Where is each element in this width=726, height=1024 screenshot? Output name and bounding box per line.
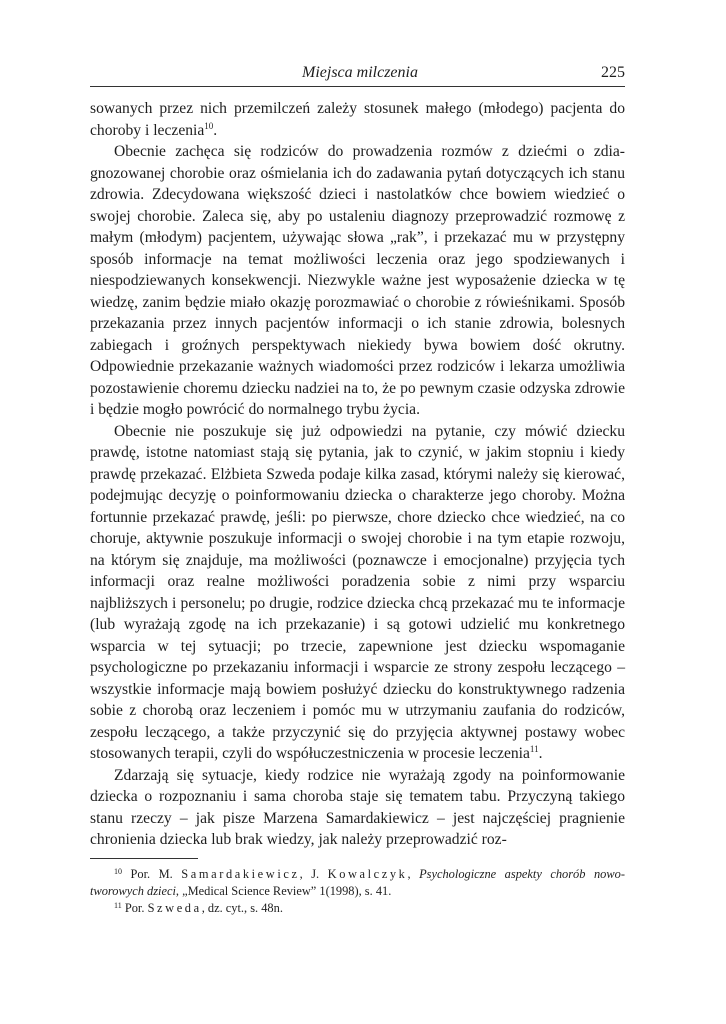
paragraph-punct: . (213, 121, 218, 139)
footnote-number: 10 (114, 867, 122, 876)
page-number: 225 (601, 64, 625, 81)
footnote (90, 900, 625, 917)
paragraph (90, 421, 625, 765)
paragraph (90, 765, 625, 851)
footnote-author: Kowalczyk (327, 867, 408, 881)
paragraph-text: Zdarzają się sytuacje, kiedy rodzice nie wyrażają zgody na poinformowanie dziecka o rozpoznaniu i sama choroba staje się tematem tabu. Przyczyną takiego stanu rzeczy – jak pisze Marzena Samardakiewicz – jest najczęściej pragnienie chronienia dziecka lub brak wiedzy, jak należy przeprowadzić roz- (90, 766, 625, 848)
footnote-rest: , „Medical Science Review” 1(1998), s. 41. (175, 884, 392, 898)
footnotes (90, 866, 625, 917)
footnote-divider (90, 858, 198, 859)
paragraph-text: Obecnie nie poszukuje się już odpowiedzi na pytanie, czy mówić dziecku prawdę, istotne natomiast stają się pytania, jak to czynić, w jakim stopniu i kiedy prawdę przekazać. Elżbieta Szweda podaje kilka zasad, którymi należy się kierować, podejmując decyzję o poinformowaniu dziecka o charakterze jego choroby. Można fortunnie przekazać prawdę, jeśli: po pierwsze, chore dziecko chce wiedzieć, na co choruje, aktywnie poszukuje informacji o swojej chorobie i na tym etapie rozwoju, na którym się znajduje, ma możliwości (poznawcze i emocjonalne) przyjęcia tych informacji oraz realne możliwości poradzenia sobie z nimi przy wsparciu najbliższych i personelu; po drugie, rodzice dziecka chcą przekazać mu te informacje (lub wyrażają zgodę na ich przekazanie) i są gotowi udzielić mu konkretnego wsparcia w tej sytuacji; po trzecie, zapewnione jest dziecku wspomaganie psychologiczne po przekazaniu informacji i wsparcie ze strony zespołu leczącego – wszystkie informacje mają bowiem posłużyć dziecku do konstruktywnego radzenia sobie z chorobą oraz leczeniem i pomóc mu w utrzymaniu zaufania do rodziców, zespołu leczącego, a także przyczynić się do przyjęcia aktywnej postawy wobec stosowanych terapii, czyli do współuczestniczenia w procesie leczenia (90, 422, 625, 762)
footnote (90, 866, 625, 900)
footnote-rest: , dz. cyt., s. 48n. (201, 901, 283, 915)
footnote-author: Szweda (147, 901, 202, 915)
paragraph-punct: . (538, 745, 543, 762)
footnote-separator: , (407, 867, 411, 881)
footnote-separator: , J. (299, 867, 320, 881)
footnote-lead: Por. M. (130, 867, 173, 881)
footnote-author: Samardakiewicz (181, 867, 300, 881)
running-title: Miejsca milczenia (302, 64, 418, 81)
paragraph-text: sowanych przez nich przemilczeń zależy stosunek małego (młodego) pacjenta do choroby i leczenia (90, 100, 625, 139)
paragraph (90, 141, 625, 421)
paragraph-text: Obecnie zachęca się rodziców do prowadzenia rozmów z dziećmi o zdiagnozowanej chorobie oraz ośmielania ich do zadawania pytań dotyczących ich stanu zdrowia. Zdecydowana większość dzieci i nastolatków chce bowiem wiedzieć o swojej chorobie. Zaleca się, aby po ustaleniu diagnozy przeprowadzić rozmowę z małym (młodym) pacjentem, używając słowa „rak”, i przekazać mu w przystępny sposób informacje na temat możliwości leczenia oraz jego spodziewanych i niespodziewanych konsekwencji. Niezwykle ważne jest wyposażenie dziecka w tę wiedzę, zanim będzie miało okazję porozmawiać o chorobie z rówieśnikami. Sposób przekazania przez innych pacjentów informacji o ich stanie zdrowia, bolesnych zabiegach i groźnych perspektywach niekiedy bywa bowiem dość okrutny. Odpowiednie przekazanie ważnych wiadomości przez rodziców i lekarza umożliwia pozostawienie choremu dziecku nadziei na to, że po pewnym czasie odzyska zdrowie i będzie mogło powrócić do normalnego trybu życia. (90, 143, 625, 418)
paragraph (90, 98, 625, 141)
footnote-lead: Por. (124, 901, 145, 915)
body-text (90, 98, 625, 851)
footnote-ref: 11 (529, 744, 539, 754)
running-header (90, 60, 625, 87)
footnote-number: 11 (114, 901, 122, 910)
footnote-ref: 10 (204, 120, 214, 131)
footnote-title: Psychologiczne aspekty chorób nowotworowych dzieci (90, 867, 625, 898)
